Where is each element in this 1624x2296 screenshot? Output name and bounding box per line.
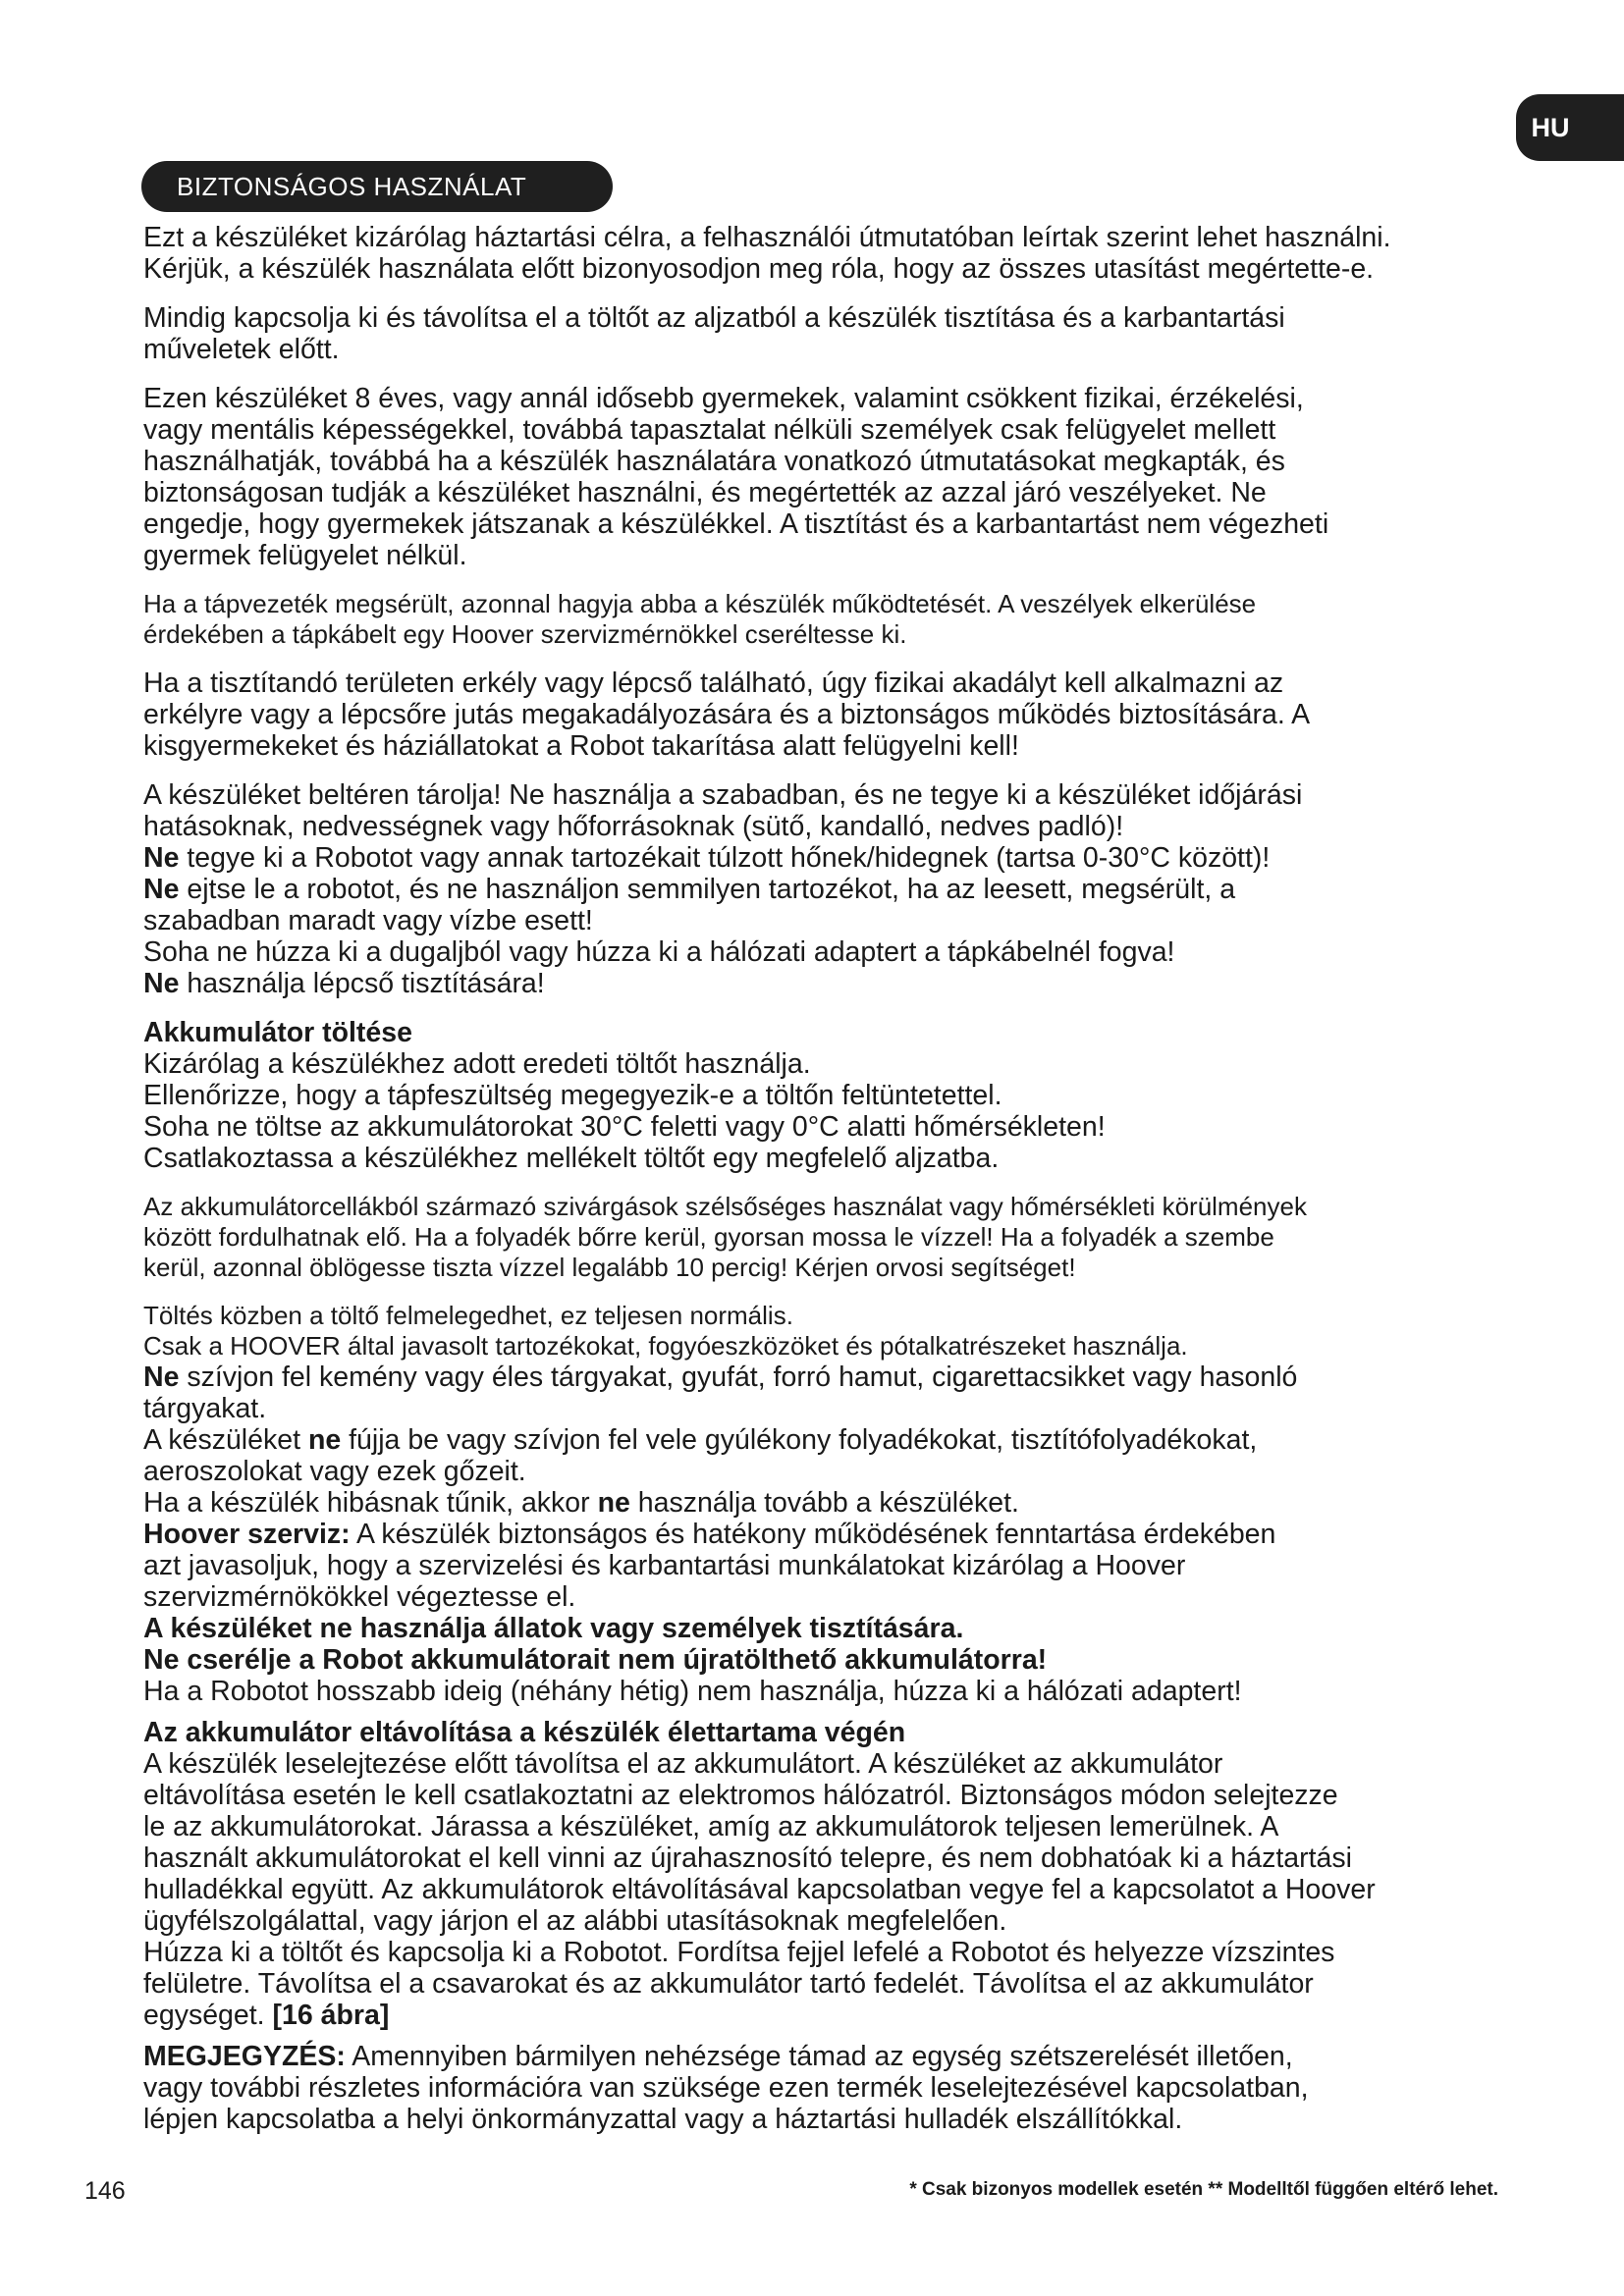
- paragraph-warm: Töltés közben a töltő felmelegedhet, ez teljesen normális. Csak a HOOVER által javasolt tartozékokat, fogyóeszközöket és pótalkatrészeket használja.: [143, 1301, 1188, 1361]
- figure-reference: [16 ábra]: [272, 2000, 390, 2031]
- paragraph-storage: A készüléket beltéren tárolja! Ne használja a szabadban, és ne tegye ki a készüléket időjárási hatásoknak, nedvességnek vagy hőforrásoknak (sütő, kandalló, nedves padló)! Ne tegye ki a Robotot vagy annak tartozékait túlzott hőnek/hidegnek (tartsa 0-30°C között)! Ne ejtse le a robotot, és ne használjon semmilyen tartozékot, ha az leesett, megsérült, a szabadban maradt vagy vízbe esett! Soha ne húzza ki a dugaljból vagy húzza ki a hálózati adaptert a tápkábelnél fogva! Ne használja lépcső tisztítására!: [143, 779, 1303, 999]
- paragraph-warnings: Ne szívjon fel kemény vagy éles tárgyakat, gyufát, forró hamut, cigarettacsikket vagy hasonló tárgyakat. A készüléket ne fújja be vagy szívjon fel vele gyúlékony folyadékokat, tisztítófolyadékokat, aeroszolokat vagy ezek gőzeit. Ha a készülék hibásnak tűnik, akkor ne használja tovább a készüléket. Hoover szerviz: A készülék biztonságos és hatékony működésének fenntartása érdekében azt javasoljuk, hogy a szervizelési és karbantartási munkálatokat kizárólag a Hoover szervizmérnökökkel végeztesse el. A készüléket ne használja állatok vagy személyek tisztítására. Ne cserélje a Robot akkumulátorait nem újratölthető akkumulátorra! Ha a Robotot hosszabb ideig (néhány hétig) nem használja, húzza ki a hálózati adaptert!: [143, 1362, 1298, 1707]
- footnote: * Csak bizonyos modellek esetén ** Modelltől függően eltérő lehet.: [909, 2179, 1498, 2200]
- page-number: 146: [84, 2177, 126, 2205]
- paragraph-note: MEGJEGYZÉS: Amennyiben bármilyen nehézsége támad az egység szétszerelését illetően, vagy további részletes információra van szüksége ezen termék leselejtezésével kapcsolatban, lépjen kapcsolatba a helyi önkormányzattal vagy a háztartási hulladék elszállítókkal.: [143, 2041, 1309, 2135]
- paragraph-battery-removal: A készülék leselejtezése előtt távolítsa el az akkumulátort. A készüléket az akkumulátor eltávolítása esetén le kell csatlakoztatni az elektromos hálózatról. Biztonságos módon selejtezze le az akkumulátorokat. Járassa a készüléket, amíg az akkumulátorok teljesen lemerülnek. A használt akkumulátorokat el kell vinni az újrahasznosító telepre, és nem dobhatóak ki a háztartási hulladékkal együtt. Az akkumulátorok eltávolításával kapcsolatban vegye fel a kapcsolatot a Hoover ügyfélszolgálattal, vagy járjon el az alábbi utasításoknak megfelelően. Húzza ki a töltőt és kapcsolja ki a Robotot. Fordítsa fejjel lefelé a Robotot és helyezze vízszintes felületre. Távolítsa el a csavarokat és az akkumulátor tartó fedelét. Távolítsa el az akkumulátor egységet. [16 ábra]: [143, 1748, 1376, 2031]
- paragraph-charging: Kizárólag a készülékhez adott eredeti töltőt használja. Ellenőrizze, hogy a tápfeszültség megegyezik-e a töltőn feltüntetettel. Soha ne töltse az akkumulátorokat 30°C feletti vagy 0°C alatti hőmérsékleten! Csatlakoztassa a készülékhez mellékelt töltőt egy megfelelő aljzatba.: [143, 1048, 1106, 1174]
- paragraph-children: Ezen készüléket 8 éves, vagy annál idősebb gyermekek, valamint csökkent fizikai, érzékelési, vagy mentális képességekkel, továbbá tapasztalat nélküli személyek csak felügyelet mellett használhatják, továbbá ha a készülék használatára vonatkozó útmutatásokat megkapták, és biztonságosan tudják a készüléket használni, és megértették az azzal járó veszélyeket. Ne engedje, hogy gyermekek játszanak a készülékkel. A tisztítást és a karbantartást nem végezheti gyermek felügyelet nélkül.: [143, 383, 1329, 571]
- section-title: BIZTONSÁGOS HASZNÁLAT: [141, 161, 613, 212]
- heading-charging: Akkumulátor töltése: [143, 1017, 412, 1048]
- paragraph-leak: Az akkumulátorcellákból származó szivárgások szélsőséges használat vagy hőmérsékleti körülmények között fordulhatnak elő. Ha a folyadék bőrre kerül, gyorsan mossa le vízzel! Ha a folyadék a szembe kerül, azonnal öblögesse tiszta vízzel legalább 10 percig! Kérjen orvosi segítséget!: [143, 1192, 1307, 1282]
- language-tab: HU: [1516, 94, 1624, 161]
- heading-battery-removal: Az akkumulátor eltávolítása a készülék élettartama végén: [143, 1717, 906, 1748]
- paragraph-balcony: Ha a tisztítandó területen erkély vagy lépcső található, úgy fizikai akadályt kell alkalmazni az erkélyre vagy a lépcsőre jutás megakadályozására és a biztonságos működés biztosítására. A kisgyermekeket és háziállatokat a Robot takarítása alatt felügyelni kell!: [143, 667, 1311, 762]
- paragraph-power-cord: Ha a tápvezeték megsérült, azonnal hagyja abba a készülék működtetését. A veszélyek elkerülése érdekében a tápkábelt egy Hoover szervizmérnökkel cseréltesse ki.: [143, 589, 1257, 649]
- paragraph-unplug: Mindig kapcsolja ki és távolítsa el a töltőt az aljzatból a készülék tisztítása és a karbantartási műveletek előtt.: [143, 302, 1285, 365]
- paragraph-intro: Ezt a készüléket kizárólag háztartási célra, a felhasználói útmutatóban leírtak szerint lehet használni. Kérjük, a készülék használata előtt bizonyosodjon meg róla, hogy az összes utasítást megértette-e.: [143, 222, 1391, 285]
- document-body: [143, 222, 1498, 2135]
